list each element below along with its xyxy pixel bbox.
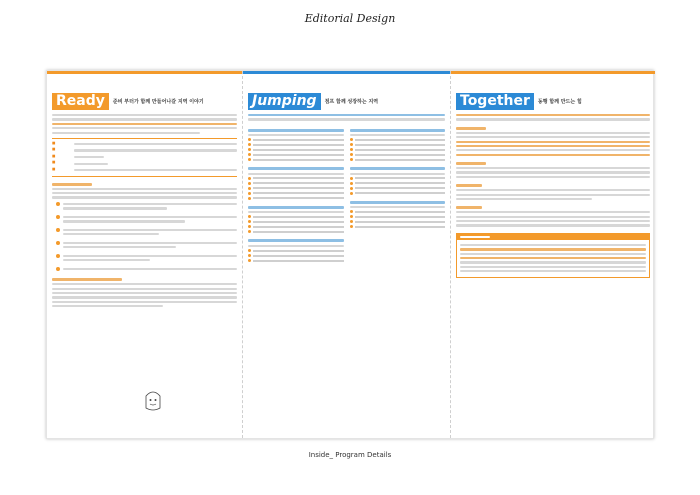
- program-column-left: [248, 123, 344, 438]
- section-4: [456, 206, 650, 227]
- panel-subtitle: [538, 98, 582, 105]
- page-caption: Inside_ Program Details: [308, 451, 392, 459]
- brochure-spread: [46, 70, 654, 439]
- panel-title-row: [248, 93, 445, 110]
- panel-subtitle: [325, 98, 379, 105]
- panel-title: Jumping: [248, 93, 321, 110]
- program-column-right: [350, 123, 446, 438]
- intro-text: [456, 114, 650, 121]
- panel-top-bar: [243, 71, 450, 74]
- panel-title: Ready: [52, 93, 109, 110]
- section-1: [456, 127, 650, 156]
- info-table: ■ ■ ■ ■ ■: [52, 138, 237, 177]
- intro-text: [52, 114, 237, 134]
- panel-top-bar: [451, 71, 655, 74]
- info-box: [456, 233, 650, 278]
- panel-title: Together: [456, 93, 534, 110]
- program-columns: [248, 123, 445, 438]
- panel-ready: [47, 71, 243, 438]
- section-1: [52, 183, 237, 273]
- section-2: [52, 278, 237, 307]
- panel-title-row: [456, 93, 650, 110]
- subtitle-rest: 함께 성장하는 지역: [336, 99, 379, 105]
- subtitle-rest: 부터가 함께 만들어나갈 지역 이야기: [124, 99, 204, 105]
- section-3: [456, 184, 650, 200]
- intro-text: [248, 114, 445, 121]
- subtitle-lead: 준비: [112, 99, 123, 105]
- panel-together: [451, 71, 655, 438]
- section-2: [456, 162, 650, 178]
- subtitle-rest: 함께 만드는 힘: [549, 99, 582, 105]
- page-heading: Editorial Design: [304, 12, 396, 25]
- panel-title-row: [52, 93, 237, 110]
- subtitle-lead: 점프: [324, 99, 335, 105]
- panel-top-bar: [47, 71, 242, 74]
- panel-subtitle: [113, 98, 204, 105]
- character-face-icon: [143, 388, 163, 412]
- subtitle-lead: 동행: [537, 99, 548, 105]
- panel-jumping: [243, 71, 451, 438]
